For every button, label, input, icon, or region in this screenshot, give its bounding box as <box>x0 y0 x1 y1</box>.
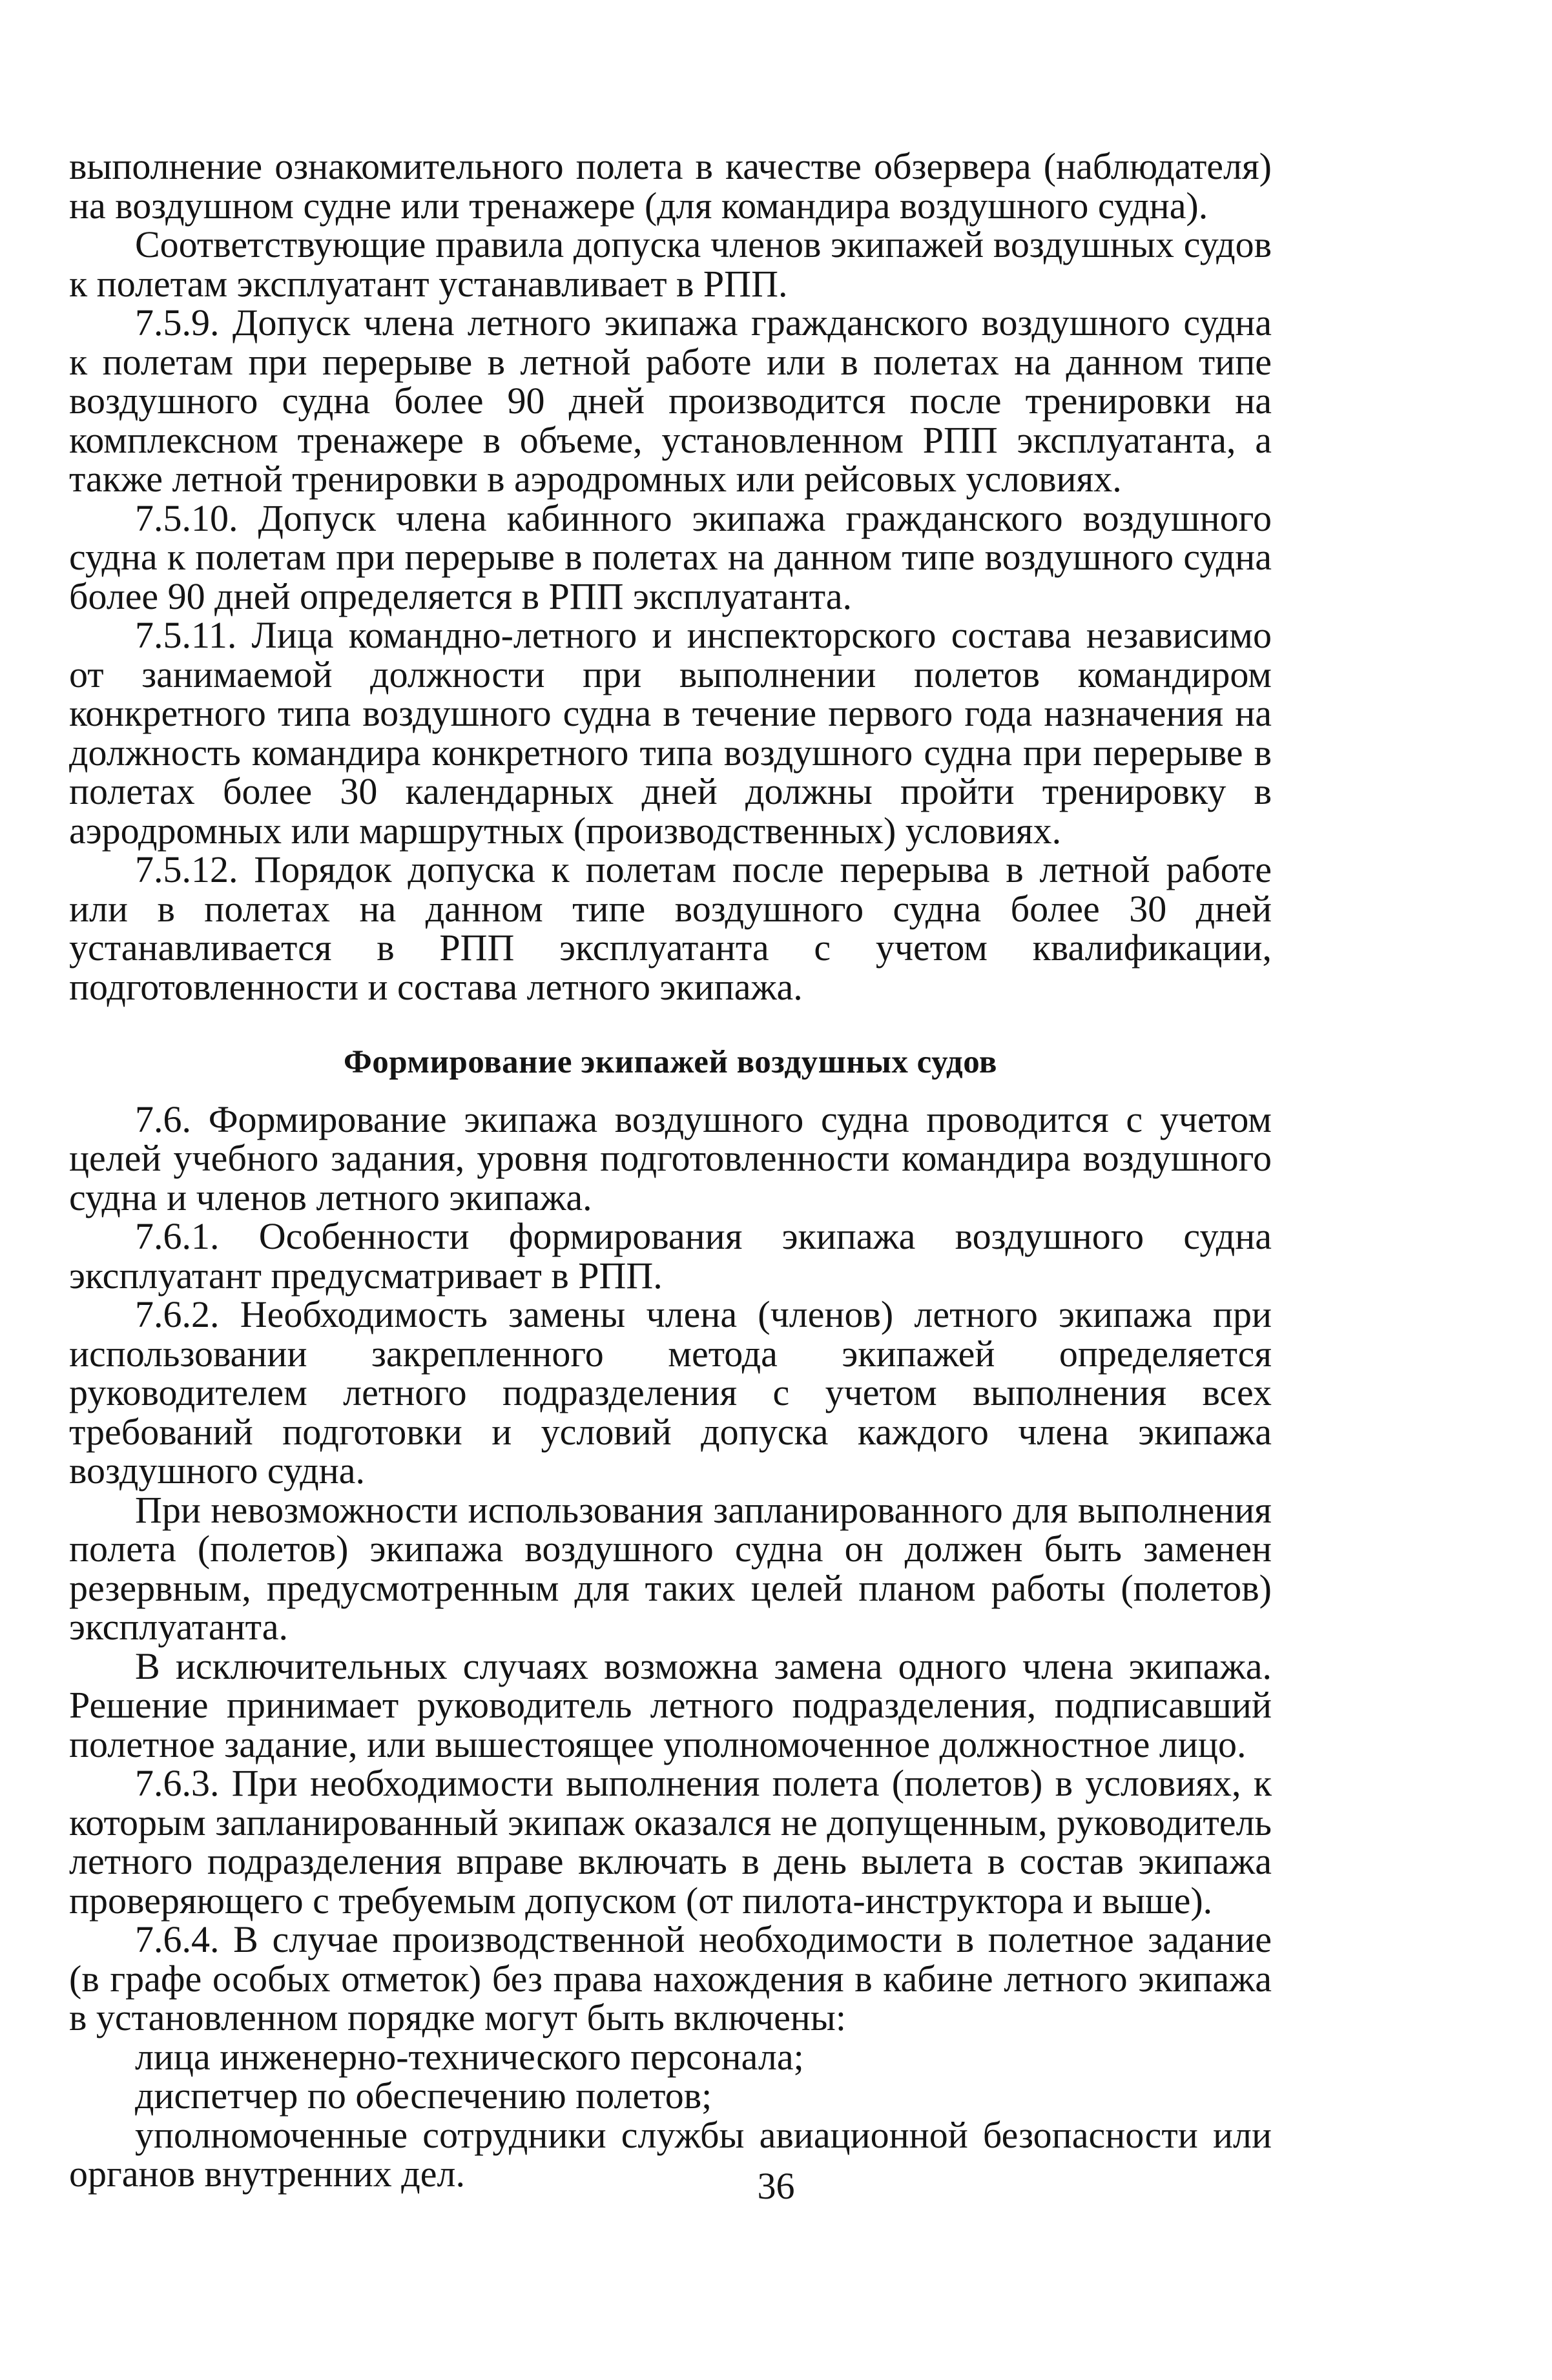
paragraph-7-6-3: 7.6.3. При необходимости выполнения полета (полетов) в условиях, к которым запланированный экипаж оказался не допущенным, руководитель летного подразделения вправе включать в день вылета в состав экипажа проверяющего с требуемым допуском (от пилота-инструктора и выше). <box>69 1762 1272 1922</box>
list-item-last: уполномоченные сотрудники службы авиационной безопасности или органов внутренних дел. <box>69 2113 1272 2195</box>
paragraph-7-5-9: 7.5.9. Допуск члена летного экипажа гражданского воздушного судна к полетам при перерыве в летной работе или в полетах на данном типе воздушного судна более 90 дней производится после тренировки на комплексном тренажере в объеме, установленном РПП эксплуатанта, а также летной тренировки в аэродромных или рейсовых условиях. <box>69 302 1272 500</box>
paragraph-continuation: выполнение ознакомительного полета в качестве обзервера (наблюдателя) на воздушном судне или тренажере (для командира воздушного судна). <box>69 145 1272 227</box>
paragraph-7-5-11: 7.5.11. Лица командно-летного и инспекторского состава независимо от занимаемой должности при выполнении полетов командиром конкретного типа воздушного судна в течение первого года назначения на должность командира конкретного типа воздушного судна при перерыве в полетах более 30 календарных дней должны пройти тренировку в аэродромных или маршрутных (производственных) условиях. <box>69 614 1272 852</box>
page-number: 36 <box>757 2165 795 2207</box>
section-heading: Формирование экипажей воздушных судов <box>344 1044 997 1080</box>
paragraph-exceptional-cases: В исключительных случаях возможна замена одного члена экипажа. Решение принимает руководитель летного подразделения, подписавший полетное задание, или вышестоящее уполномоченное должностное лицо. <box>69 1645 1272 1765</box>
list-item: лица инженерно-технического персонала; <box>135 2035 804 2078</box>
paragraph-7-5-12: 7.5.12. Порядок допуска к полетам после перерыва в летной работе или в полетах на данном типе воздушного судна более 30 дней устанавливается в РПП эксплуатанта с учетом квалификации, подготовленности и состава летного экипажа. <box>69 848 1272 1008</box>
paragraph-7-6-4: 7.6.4. В случае производственной необходимости в полетное задание (в графе особых отметок) без права нахождения в кабине летного экипажа в установленном порядке могут быть включены: <box>69 1918 1272 2038</box>
list-item: диспетчер по обеспечению полетов; <box>135 2075 712 2117</box>
paragraph-admission-rules: Соответствующие правила допуска членов экипажей воздушных судов к полетам эксплуатант устанавливает в РПП. <box>69 223 1272 305</box>
paragraph-reserve-crew: При невозможности использования запланированного для выполнения полета (полетов) экипажа воздушного судна он должен быть заменен резервным, предусмотренным для таких целей планом работы (полетов) эксплуатанта. <box>69 1488 1272 1648</box>
paragraph-7-5-10: 7.5.10. Допуск члена кабинного экипажа гражданского воздушного судна к полетам при перерыве в полетах на данном типе воздушного судна более 90 дней определяется в РПП эксплуатанта. <box>69 497 1272 617</box>
paragraph-7-6-2: 7.6.2. Необходимость замены члена (членов) летного экипажа при использовании закрепленного метода экипажей определяется руководителем летного подразделения с учетом выполнения всех требований подготовки и условий допуска каждого члена экипажа воздушного судна. <box>69 1293 1272 1492</box>
document-body <box>69 147 1272 2194</box>
paragraph-7-6: 7.6. Формирование экипажа воздушного судна проводится с учетом целей учебного задания, уровня подготовленности командира воздушного судна и членов летного экипажа. <box>69 1098 1272 1218</box>
paragraph-7-6-1: 7.6.1. Особенности формирования экипажа воздушного судна эксплуатант предусматривает в РПП. <box>69 1215 1272 1297</box>
